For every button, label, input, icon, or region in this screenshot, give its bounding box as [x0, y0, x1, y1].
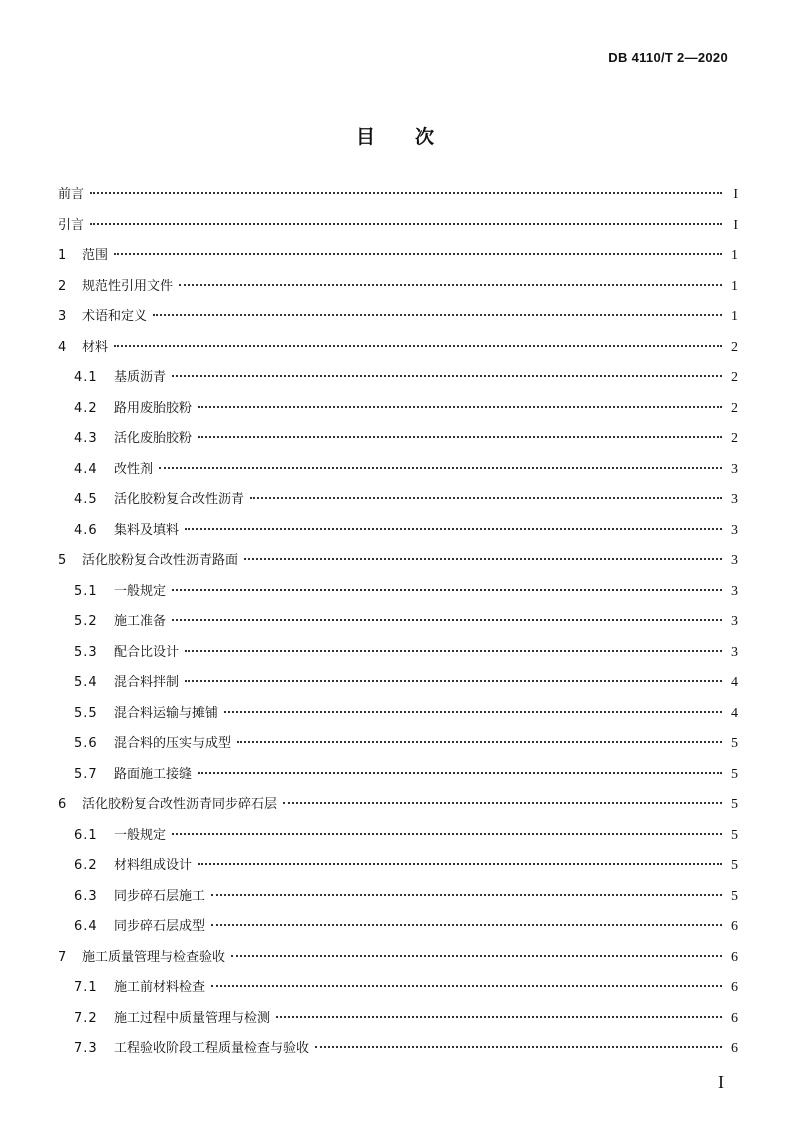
toc-entry[interactable]	[58, 976, 738, 1007]
toc-entry-page: 2	[731, 400, 738, 416]
toc-entry-title: 混合料运输与摊铺	[114, 705, 219, 721]
dot-leader	[172, 619, 722, 621]
toc-entry-title: 一般规定	[114, 583, 167, 599]
table-of-contents	[58, 183, 738, 1068]
toc-entry-number: 7.3	[74, 1041, 98, 1056]
toc-entry-number: 5.2	[74, 614, 98, 629]
toc-entry-page: 3	[731, 553, 738, 568]
toc-entry[interactable]	[58, 885, 738, 916]
toc-entry-title: 集料及填料	[114, 522, 180, 538]
dot-leader	[211, 985, 722, 987]
toc-entry[interactable]	[58, 214, 738, 245]
page-title: 目次	[355, 126, 474, 148]
toc-entry-title: 同步碎石层成型	[114, 919, 206, 934]
toc-entry[interactable]	[58, 946, 738, 977]
toc-entry-title: 路用废胎胶粉	[114, 400, 193, 416]
dot-leader	[315, 1046, 722, 1048]
dot-leader	[198, 436, 722, 438]
toc-entry-number: 1	[58, 248, 67, 263]
toc-entry[interactable]	[58, 519, 738, 550]
dot-leader	[185, 528, 722, 530]
toc-entry-page: 6	[731, 949, 738, 965]
toc-entry-title: 一般规定	[114, 827, 167, 843]
toc-entry-title: 规范性引用文件	[82, 278, 174, 294]
toc-entry[interactable]	[58, 366, 738, 397]
dot-leader	[172, 833, 722, 835]
dot-leader	[237, 741, 722, 743]
toc-entry-number: 6	[58, 797, 67, 812]
toc-entry-page: 4	[731, 705, 738, 721]
toc-entry-title: 基质沥青	[114, 370, 167, 385]
toc-entry[interactable]	[58, 854, 738, 885]
toc-entry-title: 活化废胎胶粉	[114, 431, 193, 446]
dot-leader	[153, 314, 722, 316]
toc-entry-page: 6	[731, 1041, 738, 1056]
toc-entry-title: 施工准备	[114, 614, 167, 629]
dot-leader	[185, 650, 722, 652]
toc-entry-page: I	[733, 217, 738, 233]
toc-entry-title: 范围	[82, 248, 109, 263]
toc-entry-number: 5.5	[74, 705, 98, 721]
toc-entry[interactable]	[58, 610, 738, 641]
toc-entry-page: 1	[731, 309, 738, 324]
dot-leader	[211, 924, 722, 926]
dot-leader	[159, 467, 722, 469]
toc-entry-title: 混合料的压实与成型	[114, 736, 232, 751]
toc-entry[interactable]	[58, 702, 738, 733]
dot-leader	[231, 955, 722, 957]
dot-leader	[250, 497, 722, 499]
toc-entry[interactable]	[58, 824, 738, 855]
toc-entry-page: 4	[731, 675, 738, 690]
toc-entry[interactable]	[58, 1037, 738, 1068]
document-code: DB 4110/T 2—2020	[608, 50, 728, 65]
toc-entry-page: 2	[731, 431, 738, 446]
toc-entry-page: 6	[731, 980, 738, 995]
toc-entry[interactable]	[58, 641, 738, 672]
toc-entry-number: 5.7	[74, 766, 98, 782]
toc-entry-page: 5	[731, 858, 738, 873]
toc-entry-number: 6.2	[74, 858, 98, 873]
toc-entry-page: 1	[731, 278, 738, 294]
toc-entry[interactable]	[58, 549, 738, 580]
toc-entry[interactable]	[58, 1007, 738, 1038]
toc-entry[interactable]	[58, 244, 738, 275]
toc-entry-number: 4.3	[74, 431, 98, 446]
toc-entry-page: 1	[731, 248, 738, 263]
toc-entry-page: I	[733, 187, 738, 202]
dot-leader	[198, 772, 722, 774]
toc-entry-title: 改性剂	[114, 461, 154, 477]
toc-entry-title: 工程验收阶段工程质量检查与验收	[114, 1041, 310, 1056]
toc-entry-number: 4.5	[74, 492, 98, 507]
dot-leader	[114, 345, 722, 347]
toc-entry-page: 3	[731, 461, 738, 477]
toc-entry-title: 前言	[58, 187, 85, 202]
toc-entry-number: 6.1	[74, 827, 98, 843]
toc-entry-page: 3	[731, 583, 738, 599]
toc-entry-number: 4.4	[74, 461, 98, 477]
toc-entry-page: 6	[731, 919, 738, 934]
toc-entry[interactable]	[58, 458, 738, 489]
toc-entry[interactable]	[58, 305, 738, 336]
toc-entry-title: 引言	[58, 217, 85, 233]
toc-entry-title: 施工前材料检查	[114, 980, 206, 995]
toc-entry-title: 材料组成设计	[114, 858, 193, 873]
dot-leader	[114, 253, 722, 255]
dot-leader	[244, 558, 722, 560]
toc-entry-title: 材料	[82, 339, 109, 355]
dot-leader	[211, 894, 722, 896]
toc-entry-number: 5.4	[74, 675, 98, 690]
toc-entry-page: 2	[731, 370, 738, 385]
toc-entry[interactable]	[58, 580, 738, 611]
toc-entry-number: 7.1	[74, 980, 98, 995]
toc-entry-title: 活化胶粉复合改性沥青同步碎石层	[82, 797, 278, 812]
toc-entry-title: 同步碎石层施工	[114, 888, 206, 904]
toc-entry[interactable]	[58, 793, 738, 824]
dot-leader	[198, 406, 722, 408]
toc-entry-number: 6.3	[74, 888, 98, 904]
toc-entry[interactable]	[58, 275, 738, 306]
toc-entry-number: 6.4	[74, 919, 98, 934]
toc-entry-number: 7	[58, 949, 67, 965]
toc-entry-number: 4.1	[74, 370, 98, 385]
toc-entry-number: 5.6	[74, 736, 98, 751]
dot-leader	[198, 863, 722, 865]
toc-entry[interactable]	[58, 183, 738, 214]
toc-entry-title: 配合比设计	[114, 644, 180, 660]
toc-entry-title: 活化胶粉复合改性沥青	[114, 492, 245, 507]
toc-entry-page: 3	[731, 614, 738, 629]
dot-leader	[224, 711, 722, 713]
toc-entry-page: 5	[731, 888, 738, 904]
toc-entry-page: 5	[731, 736, 738, 751]
dot-leader	[283, 802, 722, 804]
toc-entry-title: 混合料拌制	[114, 675, 180, 690]
toc-entry-number: 5	[58, 553, 67, 568]
toc-entry[interactable]	[58, 915, 738, 946]
toc-entry-page: 5	[731, 797, 738, 812]
toc-entry-number: 5.3	[74, 644, 98, 660]
dot-leader	[90, 192, 722, 194]
dot-leader	[185, 680, 722, 682]
toc-entry[interactable]	[58, 336, 738, 367]
toc-entry-title: 施工质量管理与检查验收	[82, 949, 226, 965]
toc-entry-number: 2	[58, 278, 67, 294]
page-number: I	[718, 1072, 724, 1092]
toc-entry-number: 3	[58, 309, 67, 324]
toc-entry-title: 路面施工接缝	[114, 766, 193, 782]
toc-entry-page: 5	[731, 766, 738, 782]
toc-entry-page: 3	[731, 522, 738, 538]
toc-entry-title: 施工过程中质量管理与检测	[114, 1010, 271, 1026]
dot-leader	[179, 284, 722, 286]
toc-entry-page: 5	[731, 827, 738, 843]
dot-leader	[172, 589, 722, 591]
toc-entry-page: 2	[731, 339, 738, 355]
toc-entry[interactable]	[58, 671, 738, 702]
toc-entry[interactable]	[58, 488, 738, 519]
toc-entry-number: 7.2	[74, 1010, 98, 1026]
dot-leader	[172, 375, 722, 377]
toc-entry[interactable]	[58, 397, 738, 428]
toc-entry[interactable]	[58, 732, 738, 763]
toc-entry-page: 3	[731, 492, 738, 507]
toc-entry-title: 术语和定义	[82, 309, 148, 324]
toc-entry-number: 4.6	[74, 522, 98, 538]
toc-entry-title: 活化胶粉复合改性沥青路面	[82, 553, 239, 568]
dot-leader	[276, 1016, 722, 1018]
toc-entry[interactable]	[58, 427, 738, 458]
toc-entry[interactable]	[58, 763, 738, 794]
toc-entry-page: 6	[731, 1010, 738, 1026]
toc-entry-number: 4.2	[74, 400, 98, 416]
toc-entry-number: 5.1	[74, 583, 98, 599]
toc-entry-page: 3	[731, 644, 738, 660]
dot-leader	[90, 223, 722, 225]
toc-entry-number: 4	[58, 339, 67, 355]
